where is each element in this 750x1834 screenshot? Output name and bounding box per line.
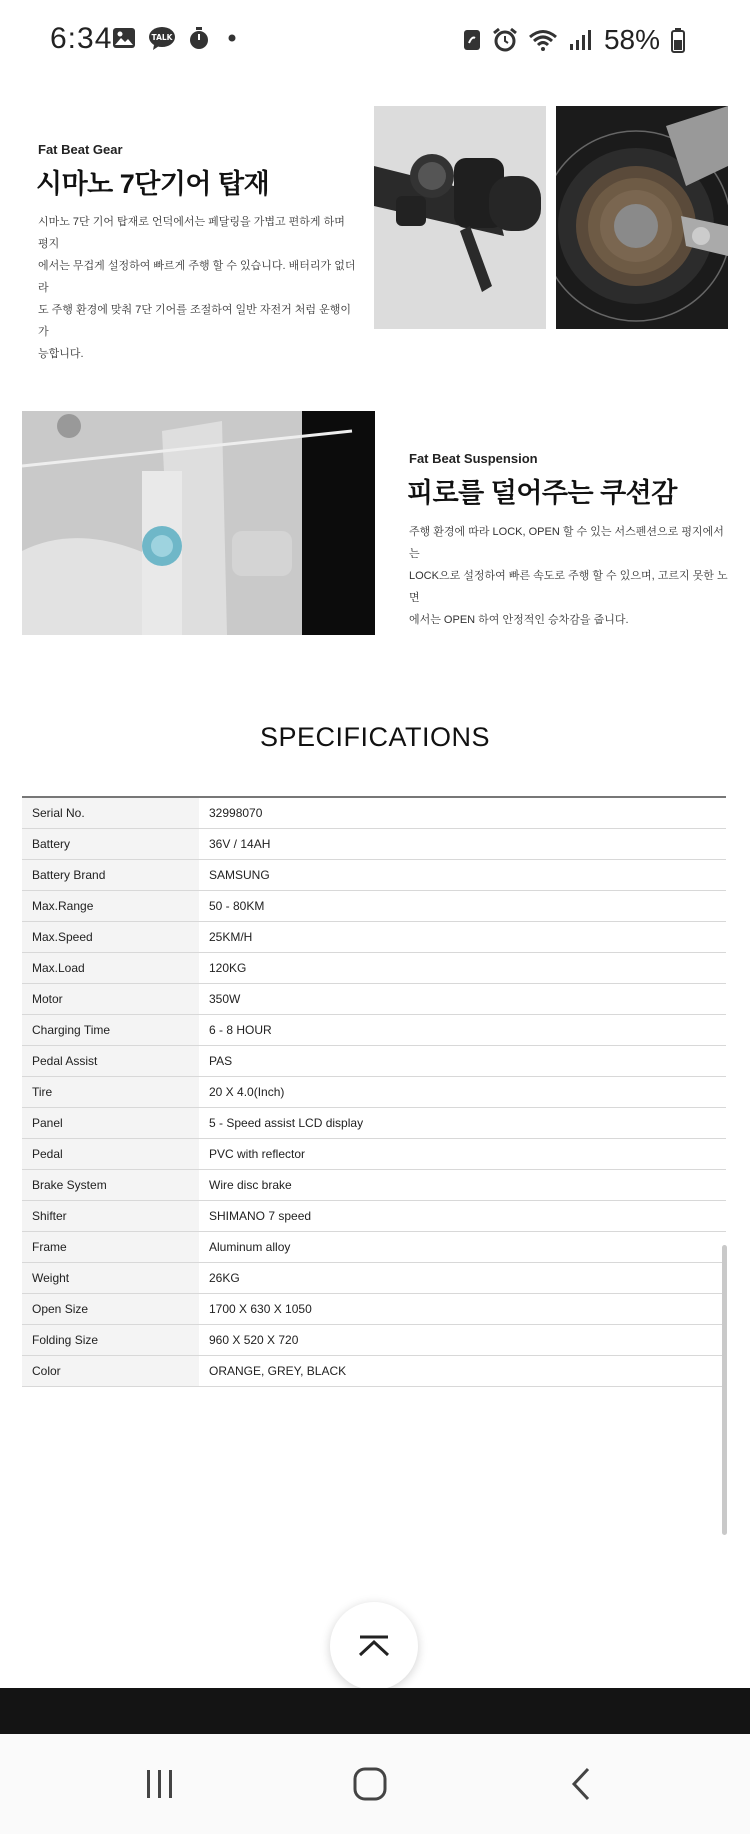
spec-row [22, 922, 726, 953]
spec-value: Aluminum alloy [199, 1232, 726, 1263]
spec-key: Motor [22, 984, 199, 1015]
spec-value: 350W [199, 984, 726, 1015]
spec-key: Battery [22, 829, 199, 860]
gear-desc-line: 에서는 무겁게 설정하여 빠르게 주행 할 수 있습니다. 배터리가 없더라 [38, 260, 356, 294]
gear-desc-line: 도 주행 환경에 맞춰 7단 기어를 조절하여 일반 자전거 처럼 운행이 가 [38, 304, 351, 338]
spec-row [22, 1263, 726, 1294]
spec-key: Tire [22, 1077, 199, 1108]
system-icons [462, 24, 686, 56]
spec-key: Charging Time [22, 1015, 199, 1046]
nfc-icon [462, 28, 482, 52]
spec-row [22, 1232, 726, 1263]
spec-row [22, 860, 726, 891]
dot-icon [222, 28, 242, 48]
spec-row [22, 1294, 726, 1325]
spec-key: Max.Speed [22, 922, 199, 953]
spec-row [22, 1015, 726, 1046]
spec-value: 26KG [199, 1263, 726, 1294]
gear-section-title: 시마노 7단기어 탑재 [36, 169, 270, 199]
back-button[interactable] [551, 1756, 611, 1812]
home-icon [352, 1766, 388, 1802]
spec-key: Open Size [22, 1294, 199, 1325]
spec-value: 6 - 8 HOUR [199, 1015, 726, 1046]
status-bar [0, 0, 750, 80]
gallery-icon [112, 27, 136, 49]
spec-value: Wire disc brake [199, 1170, 726, 1201]
suspension-desc-line: LOCK으로 설정하여 빠른 속도로 주행 할 수 있으며, 고르지 못한 노면 [409, 570, 728, 604]
page-scrollbar[interactable] [722, 1245, 727, 1535]
gear-desc-line: 시마노 7단 기어 탑재로 언덕에서는 페달링을 가볍고 편하게 하며 평지 [38, 216, 345, 250]
chevron-up-icon [357, 1634, 391, 1658]
suspension-section-title: 피로를 덜어주는 쿠션감 [407, 478, 677, 508]
spec-row [22, 1077, 726, 1108]
spec-value: PVC with reflector [199, 1139, 726, 1170]
spec-key: Battery Brand [22, 860, 199, 891]
battery-icon [670, 27, 686, 53]
spec-value: 36V / 14AH [199, 829, 726, 860]
spec-value: PAS [199, 1046, 726, 1077]
signal-icon [568, 28, 594, 52]
spec-row [22, 1356, 726, 1387]
spec-value: 960 X 520 X 720 [199, 1325, 726, 1356]
home-button[interactable] [340, 1756, 400, 1812]
spec-key: Max.Load [22, 953, 199, 984]
notification-icons [112, 26, 242, 50]
recent-apps-button[interactable] [130, 1756, 190, 1812]
spec-value: 120KG [199, 953, 726, 984]
spec-row [22, 1325, 726, 1356]
spec-row [22, 984, 726, 1015]
suspension-photo [22, 411, 375, 635]
spec-value: ORANGE, GREY, BLACK [199, 1356, 726, 1387]
talk-icon [148, 26, 176, 50]
spec-key: Weight [22, 1263, 199, 1294]
spec-key: Folding Size [22, 1325, 199, 1356]
scroll-to-top-button[interactable] [330, 1602, 418, 1690]
timer-icon [188, 26, 210, 50]
suspension-desc-line: 주행 환경에 따라 LOCK, OPEN 할 수 있는 서스펜션으로 평지에서는 [409, 526, 724, 560]
spec-key: Pedal [22, 1139, 199, 1170]
spec-row [22, 1108, 726, 1139]
suspension-section-label: Fat Beat Suspension [409, 451, 538, 466]
recent-apps-icon [143, 1768, 177, 1800]
spec-value: SAMSUNG [199, 860, 726, 891]
spec-row [22, 797, 726, 829]
suspension-desc-line: 에서는 OPEN 하여 안정적인 승차감을 줍니다. [409, 614, 629, 626]
spec-key: Color [22, 1356, 199, 1387]
spec-value: 32998070 [199, 797, 726, 829]
specifications-table [22, 796, 726, 1387]
gear-section-label: Fat Beat Gear [38, 142, 123, 157]
spec-value: 25KM/H [199, 922, 726, 953]
spec-row [22, 1046, 726, 1077]
back-icon [569, 1766, 593, 1802]
system-navigation-bar [0, 1734, 750, 1834]
specifications-heading: SPECIFICATIONS [259, 722, 491, 752]
status-time: 6:34 [50, 22, 113, 55]
spec-row [22, 953, 726, 984]
cassette-photo [556, 106, 728, 329]
svg-text:TALK: TALK [151, 33, 173, 42]
spec-key: Pedal Assist [22, 1046, 199, 1077]
spec-value: 5 - Speed assist LCD display [199, 1108, 726, 1139]
gear-section-description [38, 211, 358, 365]
spec-value: 20 X 4.0(Inch) [199, 1077, 726, 1108]
spec-key: Max.Range [22, 891, 199, 922]
footer-bar [0, 1688, 750, 1734]
spec-key: Shifter [22, 1201, 199, 1232]
spec-row [22, 1170, 726, 1201]
spec-row [22, 1201, 726, 1232]
spec-value: 50 - 80KM [199, 891, 726, 922]
spec-value: 1700 X 630 X 1050 [199, 1294, 726, 1325]
alarm-icon [492, 27, 518, 53]
spec-row [22, 829, 726, 860]
spec-row [22, 1139, 726, 1170]
spec-key: Brake System [22, 1170, 199, 1201]
wifi-icon [528, 28, 558, 52]
shifter-photo [374, 106, 546, 329]
suspension-section-description [409, 521, 729, 631]
gear-desc-line: 능합니다. [38, 348, 84, 360]
spec-key: Serial No. [22, 797, 199, 829]
spec-value: SHIMANO 7 speed [199, 1201, 726, 1232]
spec-key: Panel [22, 1108, 199, 1139]
spec-row [22, 891, 726, 922]
spec-key: Frame [22, 1232, 199, 1263]
battery-percentage: 58% [603, 24, 660, 55]
